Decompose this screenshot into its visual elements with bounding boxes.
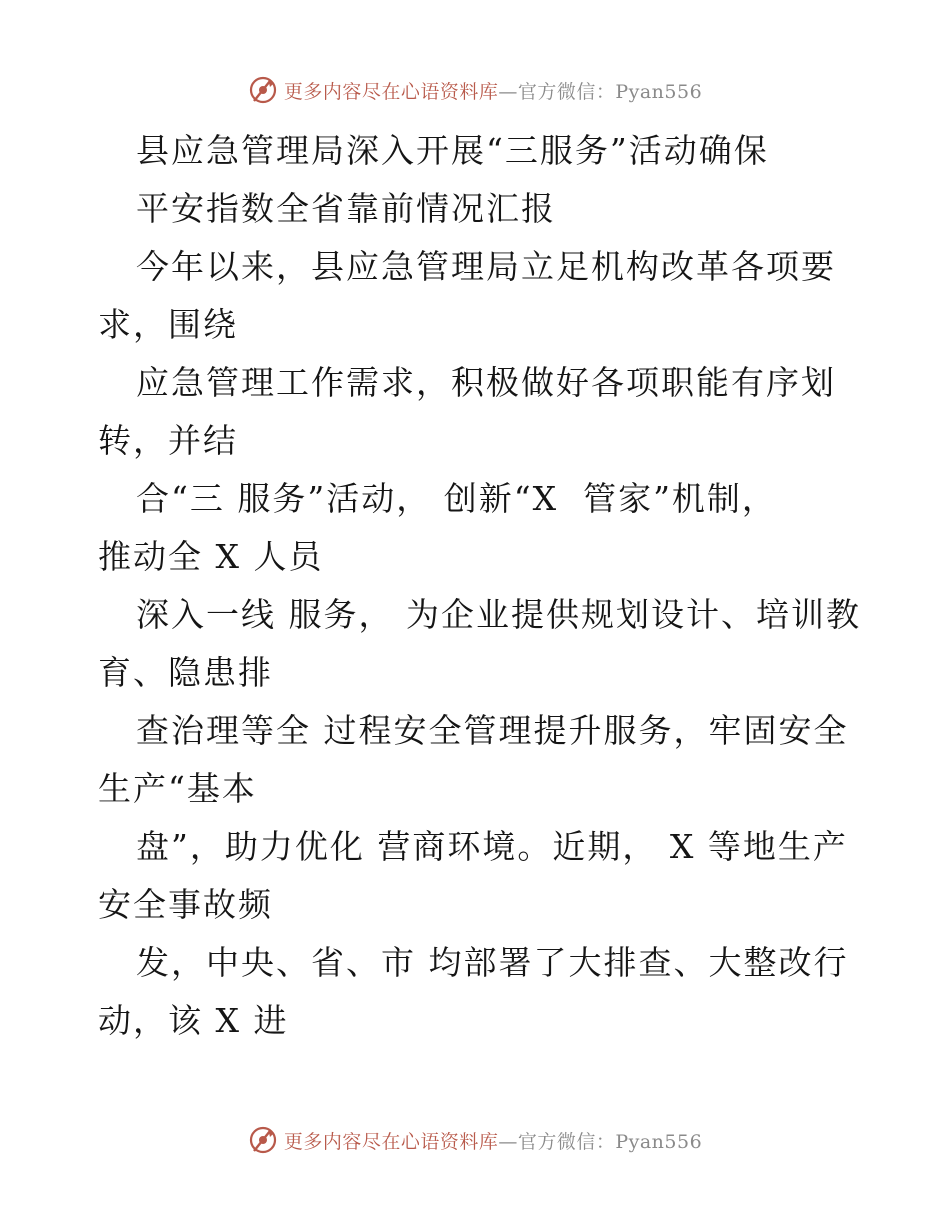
document-line: 盘”，助力优化 营商环境。近期， X 等地生产 [136, 827, 848, 866]
document-line: 生产“基本 [98, 769, 257, 808]
document-line: 动，该 X 进 [98, 1001, 289, 1040]
banner-text [284, 77, 702, 104]
document-line: 求，围绕 [98, 305, 238, 344]
banner-main-text: 更多内容尽在心语资料库 [283, 1130, 499, 1153]
document-line: 县应急管理局深入开展“三服务”活动确保 [136, 131, 769, 170]
footer-banner [0, 1120, 950, 1160]
pen-logo-icon [248, 1125, 278, 1155]
banner-wechat-text: 官方微信：Pyan556 [517, 80, 703, 103]
document-line: 查治理等全 过程安全管理提升服务，牢固安全 [136, 711, 849, 750]
document-line: 发，中央、省、市 均部署了大排查、大整改行 [136, 943, 849, 982]
banner-main-text: 更多内容尽在心语资料库 [283, 80, 499, 103]
header-banner [0, 70, 950, 110]
banner-wechat-text: 官方微信：Pyan556 [517, 1130, 703, 1153]
document-body [98, 122, 888, 1050]
document-line: 转，并结 [98, 421, 238, 460]
document-line: 深入一线 服务， 为企业提供规划设计、培训教 [136, 595, 861, 634]
document-line: 推动全 X 人员 [98, 537, 324, 576]
banner-dash: — [498, 80, 518, 103]
pen-logo-icon [248, 75, 278, 105]
document-line: 今年以来，县应急管理局立足机构改革各项要 [136, 247, 836, 286]
document-line: 育、隐患排 [98, 653, 273, 692]
document-line: 平安指数全省靠前情况汇报 [136, 189, 556, 228]
document-line: 应急管理工作需求，积极做好各项职能有序划 [136, 363, 836, 402]
banner-dash: — [498, 1130, 518, 1153]
document-line: 合“三 服务”活动， 创新“X 管家”机制， [136, 479, 777, 518]
banner-text [284, 1127, 702, 1154]
document-line: 安全事故频 [98, 885, 273, 924]
